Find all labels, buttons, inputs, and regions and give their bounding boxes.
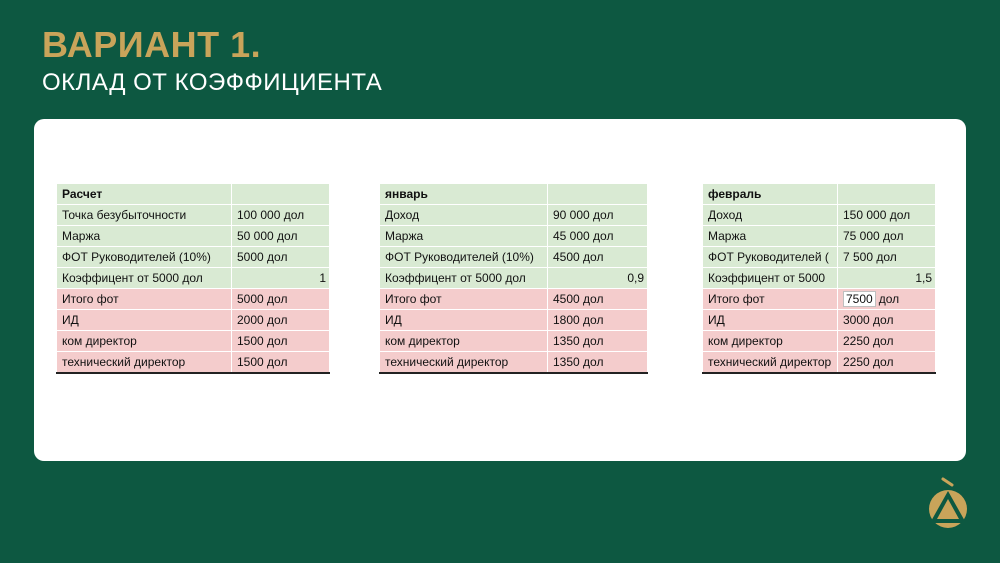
cell-label[interactable]: технический директор	[703, 352, 838, 374]
empty-cell[interactable]	[330, 352, 368, 374]
table-row	[380, 226, 693, 247]
cell-label[interactable]: Коэффицент от 5000 дол	[380, 268, 548, 289]
cell-label[interactable]: ФОТ Руководителей (10%)	[57, 247, 232, 268]
cell-value[interactable]: 1350 дол	[548, 352, 648, 374]
table-row	[703, 184, 936, 205]
empty-cell[interactable]	[330, 184, 368, 205]
cell-label[interactable]: ком директор	[703, 331, 838, 352]
cell-edit-box[interactable]: 7500	[843, 291, 876, 307]
cell-value[interactable]: 50 000 дол	[232, 226, 330, 247]
spreadsheet-january	[379, 183, 693, 374]
empty-cell[interactable]	[648, 289, 693, 310]
table-row	[57, 226, 368, 247]
cell-value[interactable]: 3000 дол	[838, 310, 936, 331]
table-row	[57, 352, 368, 374]
cell-value[interactable]: 1	[232, 268, 330, 289]
cell-value[interactable]: 2000 дол	[232, 310, 330, 331]
cell-label[interactable]: ФОТ Руководителей (	[703, 247, 838, 268]
empty-cell[interactable]	[648, 226, 693, 247]
cell-value[interactable]	[232, 184, 330, 205]
cell-label[interactable]: январь	[380, 184, 548, 205]
table-row	[703, 247, 936, 268]
cell-value[interactable]: 100 000 дол	[232, 205, 330, 226]
cell-label[interactable]: Итого фот	[380, 289, 548, 310]
table-row	[380, 310, 693, 331]
cell-label[interactable]: Маржа	[703, 226, 838, 247]
cell-label[interactable]: Доход	[703, 205, 838, 226]
table-row	[57, 205, 368, 226]
cell-value[interactable]	[838, 184, 936, 205]
spreadsheet-february	[702, 183, 936, 374]
spreadsheet-calc	[56, 183, 368, 374]
cell-value[interactable]: 2250 дол	[838, 352, 936, 374]
empty-cell[interactable]	[648, 331, 693, 352]
table-row	[57, 247, 368, 268]
content-card	[34, 119, 966, 461]
brand-logo-icon	[926, 477, 970, 529]
cell-value[interactable]: 7 500 дол	[838, 247, 936, 268]
cell-label[interactable]: Итого фот	[703, 289, 838, 310]
cell-label[interactable]: ФОТ Руководителей (10%)	[380, 247, 548, 268]
cell-label[interactable]: ком директор	[57, 331, 232, 352]
table-row	[57, 184, 368, 205]
cell-value[interactable]: 5000 дол	[232, 289, 330, 310]
table-row	[380, 184, 693, 205]
cell-value[interactable]: 1,5	[838, 268, 936, 289]
cell-label[interactable]: ком директор	[380, 331, 548, 352]
table-row	[380, 289, 693, 310]
table-row	[380, 331, 693, 352]
cell-value[interactable]	[548, 184, 648, 205]
empty-cell[interactable]	[330, 289, 368, 310]
cell-label[interactable]: технический директор	[57, 352, 232, 374]
table-row	[57, 331, 368, 352]
cell-label[interactable]: Маржа	[57, 226, 232, 247]
cell-value[interactable]: 1350 дол	[548, 331, 648, 352]
cell-value[interactable]: 45 000 дол	[548, 226, 648, 247]
empty-cell[interactable]	[648, 268, 693, 289]
cell-value[interactable]: 5000 дол	[232, 247, 330, 268]
cell-label[interactable]: Точка безубыточности	[57, 205, 232, 226]
empty-cell[interactable]	[648, 310, 693, 331]
cell-label[interactable]: технический директор	[380, 352, 548, 374]
empty-cell[interactable]	[330, 331, 368, 352]
cell-label[interactable]: ИД	[57, 310, 232, 331]
table-row	[703, 310, 936, 331]
table-row	[703, 226, 936, 247]
empty-cell[interactable]	[330, 268, 368, 289]
table-row	[57, 310, 368, 331]
page-title: ВАРИАНТ 1.	[42, 24, 262, 65]
table-row	[703, 289, 936, 310]
empty-cell[interactable]	[330, 310, 368, 331]
cell-value[interactable]: 4500 дол	[548, 247, 648, 268]
cell-label[interactable]: ИД	[703, 310, 838, 331]
table-row	[703, 331, 936, 352]
table-row	[380, 352, 693, 374]
empty-cell[interactable]	[648, 184, 693, 205]
cell-label[interactable]: Коэффицент от 5000 дол	[57, 268, 232, 289]
cell-value[interactable]: 1500 дол	[232, 352, 330, 374]
empty-cell[interactable]	[648, 205, 693, 226]
table-row	[380, 268, 693, 289]
cell-value[interactable]: 90 000 дол	[548, 205, 648, 226]
empty-cell[interactable]	[648, 247, 693, 268]
cell-label[interactable]: Итого фот	[57, 289, 232, 310]
table-row	[380, 247, 693, 268]
empty-cell[interactable]	[330, 247, 368, 268]
empty-cell[interactable]	[648, 352, 693, 374]
cell-value[interactable]	[838, 289, 936, 310]
table-row	[703, 352, 936, 374]
cell-label[interactable]: Расчет	[57, 184, 232, 205]
cell-value[interactable]: 75 000 дол	[838, 226, 936, 247]
cell-label[interactable]: Маржа	[380, 226, 548, 247]
cell-value[interactable]: 150 000 дол	[838, 205, 936, 226]
page-subtitle: ОКЛАД ОТ КОЭФФИЦИЕНТА	[42, 69, 383, 96]
empty-cell[interactable]	[330, 205, 368, 226]
table-row	[380, 205, 693, 226]
empty-cell[interactable]	[330, 226, 368, 247]
cell-value[interactable]: 4500 дол	[548, 289, 648, 310]
cell-label[interactable]: Доход	[380, 205, 548, 226]
cell-label[interactable]: февраль	[703, 184, 838, 205]
cell-value[interactable]: 1800 дол	[548, 310, 648, 331]
table-row	[703, 205, 936, 226]
cell-value[interactable]: 2250 дол	[838, 331, 936, 352]
table-row	[703, 268, 936, 289]
table-row	[57, 289, 368, 310]
cell-value-text: дол	[878, 292, 900, 306]
cell-value[interactable]: 1500 дол	[232, 331, 330, 352]
cell-label[interactable]: ИД	[380, 310, 548, 331]
cell-label[interactable]: Коэффицент от 5000	[703, 268, 838, 289]
table-row	[57, 268, 368, 289]
cell-value[interactable]: 0,9	[548, 268, 648, 289]
